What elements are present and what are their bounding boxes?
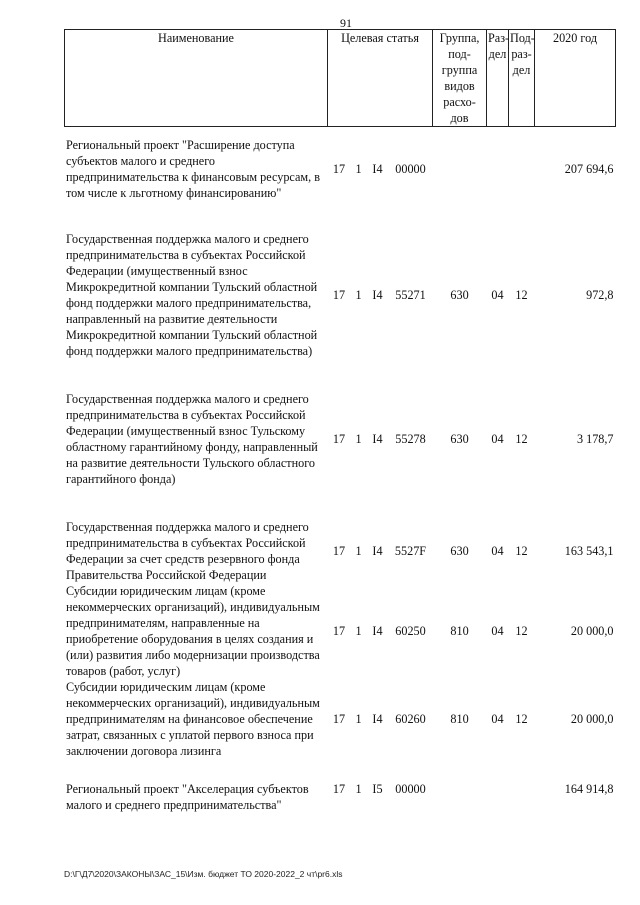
subsection: 12 [515,288,528,302]
subsection: 12 [515,624,528,638]
target-code-1: 17 [332,288,346,302]
section: 04 [491,624,504,638]
expense-group: 810 [450,712,469,726]
target-code-3: I4 [372,712,383,726]
budget-table [64,29,616,813]
row-name: Государственная поддержка малого и среднего предпринимательства в субъектах Российской Федерации (имущественный взнос Микрокредитной компании Тульский областной фонд поддержки малого предпринимательства, направленный на развитие деятельности Микрокредитной компании Тульский областной фонд поддержки малого предпринимательства) [66,232,318,358]
row-name: Государственная поддержка малого и среднего предпринимательства в субъектах Российской Федерации (имущественный взнос Тульскому областному гарантийному фонду, направленный на развитие деятельности Тульского областного гарантийного фонда) [66,392,318,486]
section [487,769,509,813]
target-code-4: 55278 [395,432,426,446]
table-row [65,583,616,679]
target-code-3: I4 [372,624,383,638]
expense-group: 630 [450,432,469,446]
row-name: Субсидии юридическим лицам (кроме некоммерческих организаций), индивидуальным предпринимателям, направленные на приобретение оборудования в целях создания и (или) развития либо модернизации производства товаров (работ, услуг) [66,584,320,678]
header-subsection: Под- раз- дел [509,30,535,127]
section: 04 [491,432,504,446]
expense-group: 630 [450,544,469,558]
section: 04 [491,544,504,558]
section: 04 [491,712,504,726]
file-path-footer: D:\Г\Д7\2020\ЗАКОНЫ\ЗАС_15\Изм. бюджет ТО 2020-2022_2 чт\pr6.xls [64,869,343,879]
amount-2020: 163 543,1 [564,544,614,558]
amount-2020: 972,8 [586,288,614,302]
expense-group [433,127,487,220]
target-code-3: I4 [372,288,383,302]
amount-2020: 20 000,0 [570,624,614,638]
table-header [65,30,616,127]
subsection: 12 [515,712,528,726]
target-code-1: 17 [332,544,346,558]
amount-2020: 164 914,8 [564,782,614,796]
section [487,127,509,220]
target-code-3: I4 [372,162,383,176]
target-code-3: I4 [372,544,383,558]
header-year: 2020 год [535,30,616,127]
table-row [65,505,616,583]
target-code-1: 17 [332,782,346,796]
row-name: Субсидии юридическим лицам (кроме некоммерческих организаций), индивидуальным предпринимателям на финансовое обеспечение затрат, связанных с уплатой первого взноса при заключении договора лизинга [66,680,320,758]
target-code-2: 1 [355,162,362,176]
row-name: Государственная поддержка малого и среднего предпринимательства в субъектах Российской Федерации за счет средств резервного фонда Правительства Российской Федерации [66,520,309,582]
target-code-4: 00000 [395,162,426,176]
expense-group [433,769,487,813]
subsection: 12 [515,432,528,446]
target-code-4: 60260 [395,712,426,726]
subsection: 12 [515,544,528,558]
expense-group: 630 [450,288,469,302]
header-expense-group: Группа, под- группа видов расхо- дов [433,30,487,127]
target-code-2: 1 [355,432,362,446]
table-row [65,219,616,377]
target-code-2: 1 [355,624,362,638]
table-row [65,769,616,813]
header-target-article: Целевая статья [328,30,433,127]
target-code-1: 17 [332,432,346,446]
header-section: Раз- дел [487,30,509,127]
header-name: Наименование [65,30,328,127]
row-name: Региональный проект "Акселерация субъектов малого и среднего предпринимательства" [66,782,309,812]
target-code-1: 17 [332,162,346,176]
section: 04 [491,288,504,302]
target-code-2: 1 [355,712,362,726]
table-row [65,679,616,769]
subsection [509,127,535,220]
subsection [509,769,535,813]
row-name: Региональный проект "Расширение доступа субъектов малого и среднего предпринимательства к финансовым ресурсам, в том числе к льготному финансированию" [66,138,320,200]
amount-2020: 3 178,7 [576,432,614,446]
page-number: 91 [340,16,352,30]
target-code-4: 60250 [395,624,426,638]
target-code-2: 1 [355,544,362,558]
target-code-1: 17 [332,712,346,726]
amount-2020: 20 000,0 [570,712,614,726]
target-code-4: 55271 [395,288,426,302]
target-code-4: 5527F [394,544,427,558]
target-code-1: 17 [332,624,346,638]
expense-group: 810 [450,624,469,638]
table-row [65,127,616,220]
target-code-3: I5 [372,782,383,796]
table-row [65,377,616,505]
target-code-4: 00000 [395,782,426,796]
target-code-2: 1 [355,288,362,302]
target-code-2: 1 [355,782,362,796]
amount-2020: 207 694,6 [564,162,614,176]
target-code-3: I4 [372,432,383,446]
